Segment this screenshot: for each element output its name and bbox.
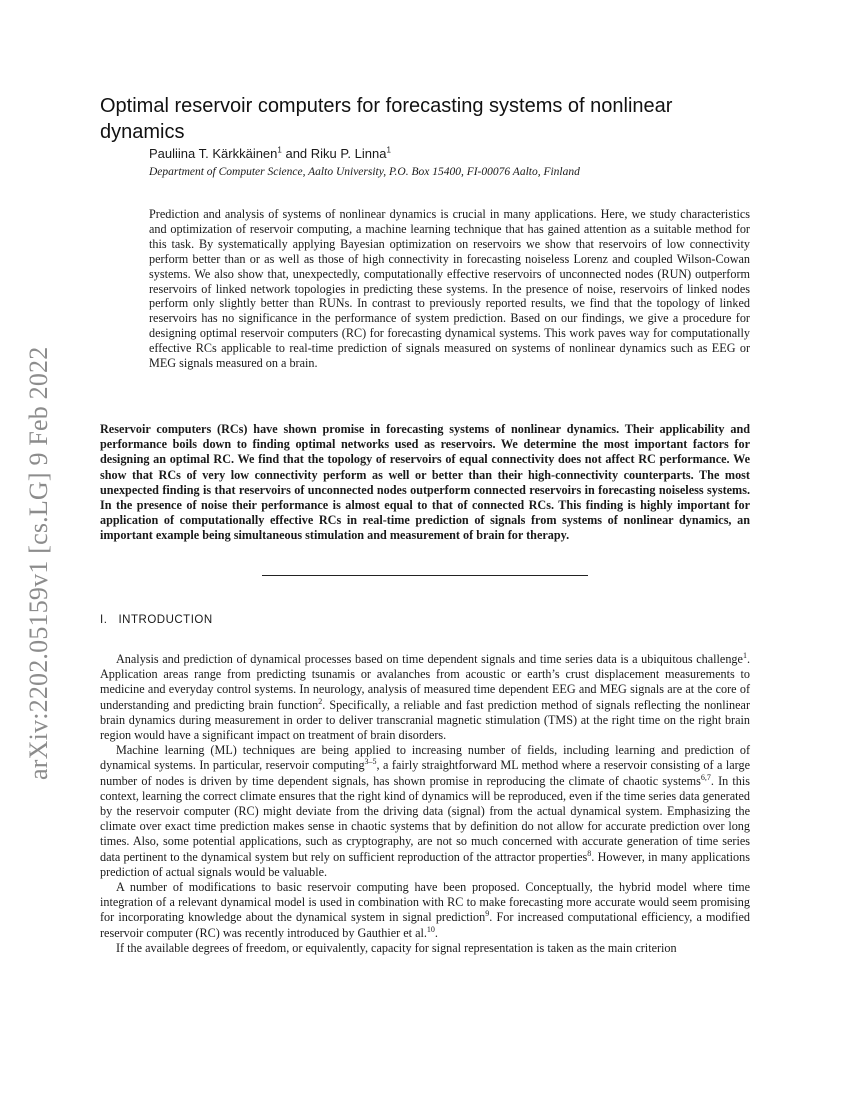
paragraph-text: , a fairly straightforward ML method where a reservoir consisting of a large number of nodes is driven by time dependent signals, has shown promise in reproducing the climate of chaotic systems <box>100 758 751 788</box>
paragraph <box>100 652 750 743</box>
citation: 9 <box>485 909 490 919</box>
paragraph-text: . For increased computational efficiency, a modified reservoir computer (RC) was recently introduced by Gauthier et al. <box>100 910 750 940</box>
citation: 10 <box>426 924 435 934</box>
citation: 3–5 <box>364 757 377 767</box>
citation: 8 <box>587 848 592 858</box>
section-divider <box>262 575 588 576</box>
abstract: Prediction and analysis of systems of nonlinear dynamics is crucial in many applications. Here, we study characteristics and optimization of reservoir computing, a machine learning technique that has gained attention as a suitable method for this task. By systematically applying Bayesian optimization on reservoirs we show that reservoirs of low connectivity perform better than or as well as those of high connectivity in forecasting noiseless Lorenz and coupled Wilson-Cowan systems. We also show that, unexpectedly, computationally effective reservoirs of unconnected nodes (RUN) outperform reservoirs of linked network topologies in predicting these systems. In the presence of noise, reservoirs of linked nodes perform only slightly better than RUNs. In contrast to previously reported results, we find that the topology of linked reservoirs has no significance in the performance of system prediction. Based on our findings, we give a procedure for designing optimal reservoir computers (RC) for forecasting dynamical systems. This work paves way for computationally effective RCs applicable to real-time prediction of signals measured on systems of nonlinear dynamics such as EEG or MEG signals measured on a brain. <box>149 207 750 371</box>
paragraph-text: . However, in many applications prediction of actual signals would be valuable. <box>100 849 750 879</box>
paragraph <box>100 880 750 941</box>
affiliation-marker: 1 <box>386 145 391 155</box>
section-number: I. <box>100 614 108 626</box>
paragraph-text: . Specifically, a reliable and fast prediction method of signals reflecting the nonlinear brain dynamics during measurement in order to deliver transcranial magnetic stimulation (TMS) at the right time on the right brain region would have a significant impact on treatment of brain disorders. <box>100 697 750 743</box>
citation: 1 <box>742 650 747 660</box>
affiliation-marker: 1 <box>277 145 282 155</box>
paper-title: Optimal reservoir computers for forecasting systems of nonlinear dynamics <box>100 95 673 143</box>
paragraph-text: A number of modifications to basic reservoir computing have been proposed. Conceptually, the hybrid model where time integration of a relevant dynamical model is used in combination with RC to make forecasting more accurate would seem promising for incorporating knowledge about the dynamical system in signal prediction <box>100 880 750 925</box>
citation: 2 <box>318 696 323 706</box>
author-conjunction: and <box>281 146 311 161</box>
paragraph-text: Machine learning (ML) techniques are being applied to increasing number of fields, including learning and prediction of dynamical systems. In particular, reservoir computing <box>100 743 750 773</box>
section-heading <box>100 614 213 626</box>
author-list <box>149 146 749 161</box>
arxiv-identifier-stamp <box>24 300 64 780</box>
author-name: Riku P. Linna <box>310 146 387 161</box>
author-affiliation: Department of Computer Science, Aalto University, P.O. Box 15400, FI-00076 Aalto, Finland <box>149 166 580 178</box>
section-title: INTRODUCTION <box>118 614 213 626</box>
paragraph-text: . <box>434 925 438 940</box>
paragraph-text: Analysis and prediction of dynamical processes based on time dependent signals and time series data is a ubiquitous challenge <box>116 652 743 666</box>
significance-statement: Reservoir computers (RCs) have shown promise in forecasting systems of nonlinear dynamics. Their applicability and performance boils down to finding optimal networks used as reservoirs. We determine the most important factors for designing an optimal RC. We find that the topology of reservoirs of equal connectivity does not affect RC performance. We show that RCs of very low connectivity perform as well or better than their high-connectivity counterparts. The most unexpected finding is that reservoirs of unconnected nodes outperform connected reservoirs in forecasting noiseless systems. In the presence of noise their performance is almost equal to that of connected RCs. This finding is highly important for application of computationally effective RCs in real-time prediction of signals from systems of nonlinear dynamics, an important example being simultaneous stimulation and measurement of brain for therapy. <box>100 422 750 543</box>
paragraph-text: . Application areas range from predicting tsunamis or avalanches from acoustic or earth’s crust displacement measurements to medicine and everyday control systems. In neurology, analysis of measured time dependent EEG and MEG signals are at the core of understanding and predicting brain function <box>100 652 750 712</box>
introduction-body <box>100 652 750 956</box>
paragraph <box>100 941 750 956</box>
paragraph-text: If the available degrees of freedom, or equivalently, capacity for signal representation is taken as the main criterion <box>116 940 677 955</box>
paragraph-text: . In this context, learning the correct climate ensures that the right kind of dynamics will be reproduced, even if the time series data generated by the reservoir computer (RC) might deviate from the driving data (signal) from the actual dynamical system. Emphasizing the climate over exact time prediction makes sense in chaotic systems that by definition do not allow for accurate prediction over long times. Also, some potential applications, such as cryptography, are not so much concerned with accurate generation of time series data pertinent to the dynamical system but rely on sufficient reproduction of the attractor properties <box>100 773 751 864</box>
arxiv-identifier-text: arXiv:2202.05159v1 [cs.LG] 9 Feb 2022 <box>24 346 53 780</box>
paragraph <box>100 743 750 880</box>
author-name: Pauliina T. Kärkkäinen <box>149 146 278 161</box>
citation: 6,7 <box>700 772 711 782</box>
